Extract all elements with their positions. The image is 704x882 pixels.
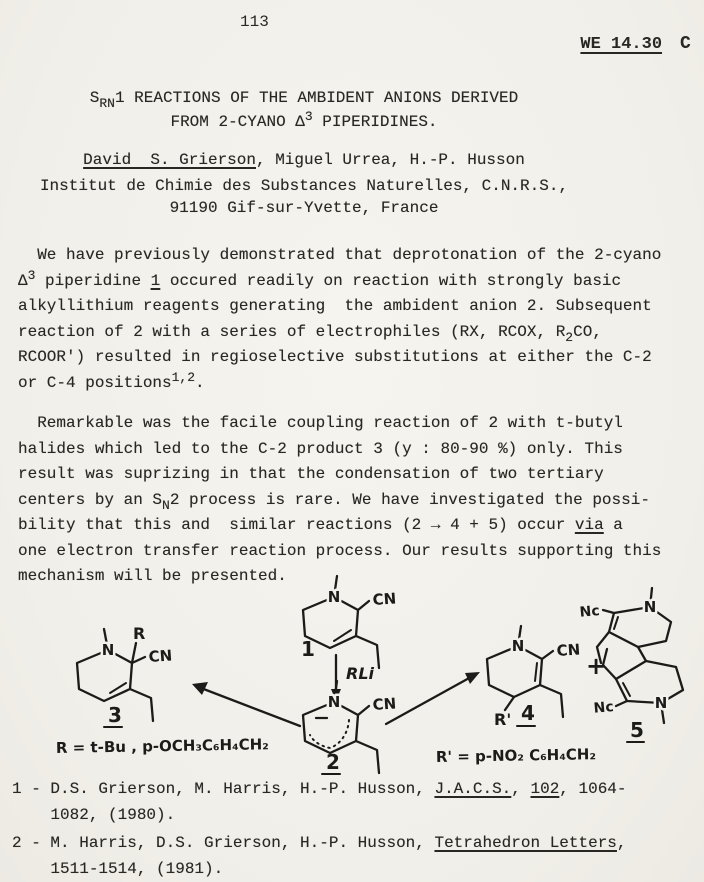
ring-nitrogen-label: N [327,588,341,606]
text-segment: RN [99,96,115,111]
text-segment: centers by an S [18,490,163,509]
top-nc-bond [603,610,614,613]
text-segment: Δ [18,271,28,290]
ethyl-group [356,741,379,773]
text-segment: 3 [304,108,313,124]
compound-2-number: 2 [326,750,340,774]
compound-4-number: 4 [521,701,535,725]
session-header [560,11,691,56]
reaction-scheme [0,555,704,790]
text-segment: bility that this and similar reactions (2 → 4 + 5) occur [18,516,575,534]
text-segment: J.A.C.S. [434,780,512,798]
right-arrow [386,672,480,724]
paragraph-1 [18,243,661,396]
compound-4-structure [436,626,596,766]
text-segment: occured readily on reaction with strongly basic [160,271,622,290]
top-ring-nitrogen-label: N [643,598,657,616]
ring-nitrogen-label: N [327,693,341,711]
nitrile-label: CN [372,694,397,714]
text-segment: RCOOR') resulted in regioselective substitutions at either the C-2 [18,348,652,366]
r-prime-bond [505,697,514,710]
ring-nitrogen-label: N [511,637,525,655]
text-segment: . [195,373,205,392]
text-line [12,803,627,829]
text-segment: Remarkable was the facile coupling reaction of 2 with t-butyl [18,414,623,432]
top-ring [609,607,671,647]
nitrile-label: CN [556,640,581,660]
session-code: WE 14.30 [580,35,663,54]
text-segment: , 1064- [559,780,627,798]
text-segment: CO, [573,322,602,341]
text-line [18,437,661,463]
text-segment: a [603,516,623,534]
text-line [18,462,661,488]
double-bond [535,663,537,681]
text-line [18,243,661,269]
text-segment: , [616,834,627,852]
text-segment: reaction of 2 with a series of electrophiles (RX, RCOX, R [18,322,566,341]
top-nitrile-label: Nc [579,603,601,621]
cn-bond [542,651,553,659]
bottom-ring-nitrogen-label: N [654,694,668,712]
nitrile-label: CN [148,646,173,666]
compound-2-structure [303,681,397,774]
text-segment: 1 [150,271,161,290]
text-segment: PIPERIDINES. [312,112,438,131]
text-segment: 1 REACTIONS OF THE AMBIDENT ANIONS DERIVED [114,89,519,107]
text-segment: one electron transfer reaction process. Our results supporting this [18,541,662,560]
text-line [12,831,627,857]
text-line [12,777,627,803]
text-segment: piperidine [35,271,151,290]
references-section [12,777,627,882]
text-segment: , [511,780,531,798]
session-letter: C [680,34,691,54]
text-segment: 1511-1514, (1981). [12,859,224,878]
ring-link-bond [638,647,646,661]
ring-nitrogen-label: N [101,641,115,659]
compound-3-number: 3 [108,703,122,727]
text-segment: We have previously demonstrated that deprotonation of the 2-cyano [18,246,662,264]
text-segment: 1,2 [171,369,196,385]
cn-bond [358,601,369,610]
text-segment: 2 process is rare. We have investigated the possi- [169,490,650,509]
text-line [18,411,661,437]
page-number: 113 [240,13,269,31]
text-line [18,513,661,539]
r-bond [132,643,136,663]
compound-3-structure [56,624,269,757]
compound-1-number: 1 [301,637,315,661]
arrowhead-left [192,682,208,695]
affiliation-line-1: Institut de Chimie des Substances Naturelles, C.N.R.S., [39,177,569,195]
text-segment: David S. Grierson [83,151,256,169]
text-segment: mechanism will be presented. [18,567,287,585]
left-arrow [192,682,300,726]
text-line [12,857,627,882]
cn-bond [358,706,369,715]
text-segment: S [89,89,100,107]
top-double-bond [614,617,618,629]
text-line [18,269,661,295]
text-line [4,108,604,135]
reference-2 [12,831,627,882]
r-prime-label: R' [494,710,512,729]
reagent-label: RLi [346,664,374,683]
nitrile-label: CN [372,589,397,609]
ethyl-group [130,689,153,721]
text-segment: via [574,516,604,534]
r-label: R [133,624,146,643]
r-prime-definition: R' = p-NO₂ C₆H₄CH₂ [435,745,597,766]
reference-1 [12,777,627,828]
text-line [18,488,661,514]
text-line [18,320,661,346]
plus-sign: + [586,652,607,680]
paper-title [4,87,604,134]
text-line [18,294,661,320]
text-segment: 1 - D.S. Grierson, M. Harris, H.-P. Husson, [12,780,435,798]
bottom-nitrile-label: Nc [593,699,615,717]
text-segment: 1082, (1980). [12,805,176,824]
text-segment: FROM 2-CYANO Δ [170,112,305,131]
affiliation-line-2: 91190 Gif-sur-Yvette, France [169,199,439,217]
compound-1-structure [301,576,397,668]
text-line [4,87,604,111]
text-segment: N [162,497,170,513]
text-line [18,371,661,397]
text-segment: or C-4 positions [18,373,172,392]
text-segment: result was suprizing in that the condensation of two tertiary [18,465,604,483]
r-definition: R = t-Bu , p-OCH₃C₆H₄CH₂ [55,735,269,757]
text-line [18,345,661,371]
text-segment: halides which led to the C-2 product 3 (y : 80-90 %) only. This [18,439,623,458]
bottom-nc-bond [616,701,627,706]
text-segment: 2 [565,329,574,345]
text-segment: 102 [530,780,560,798]
ethyl-group [540,685,563,717]
text-segment: Tetrahedron Letters [434,834,617,852]
text-segment: , Miguel Urrea, H.-P. Husson [255,151,525,169]
compound-5-number: 5 [630,718,644,742]
delocalization-dashes [310,720,349,748]
text-segment: 2 - M. Harris, D.S. Grierson, H.-P. Husson, [12,834,435,852]
text-segment: 3 [27,267,36,283]
authors-line [4,148,604,174]
text-segment: alkyllithium reagents generating the ambident anion 2. Subsequent [18,297,652,315]
bottom-ring [616,661,683,703]
